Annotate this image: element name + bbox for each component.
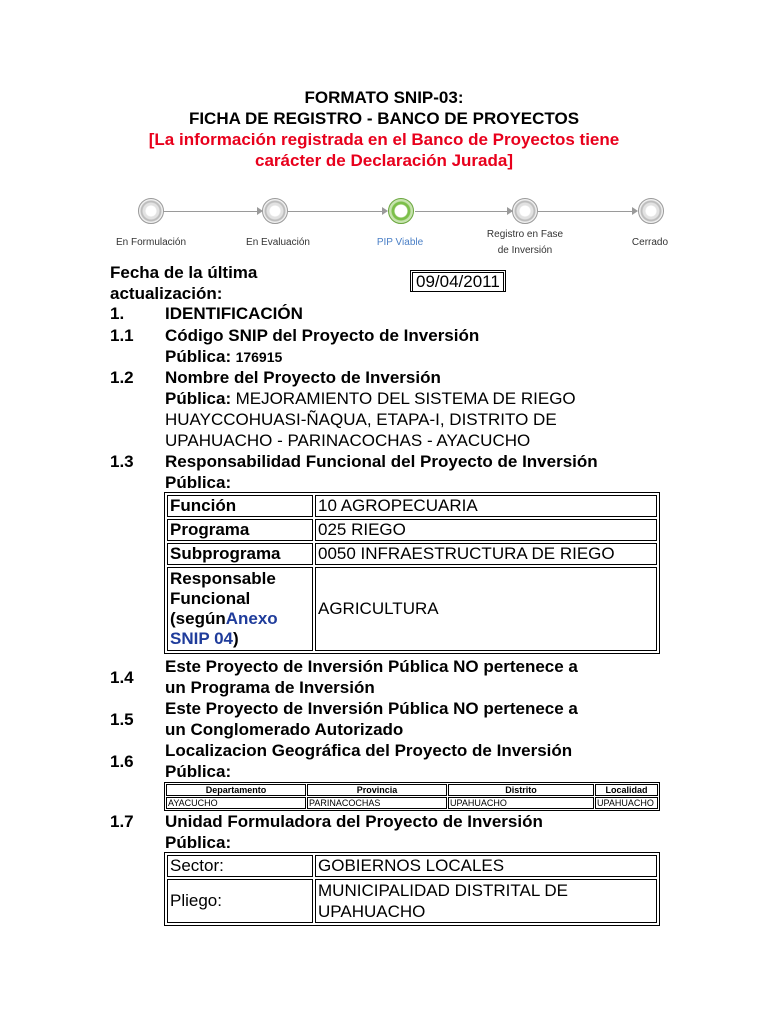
section-1-num: 1.	[110, 304, 125, 323]
anexo-link-1[interactable]: Anexo	[225, 609, 278, 628]
table-row	[167, 519, 657, 541]
subprograma-value: 0050 INFRAESTRUCTURA DE RIEGO	[315, 543, 657, 565]
table-row	[167, 855, 657, 877]
responsable-label-2: Funcional	[170, 589, 251, 608]
responsable-suffix: )	[233, 629, 239, 648]
section-1-2-line2	[165, 389, 576, 409]
section-1-1-num: 1.1	[110, 326, 134, 345]
table-row	[167, 495, 657, 517]
notice-line-1: [La información registrada en el Banco de Proyectos tiene	[148, 130, 620, 149]
stepper-connector	[163, 211, 261, 212]
stepper-connector	[415, 211, 513, 212]
section-1-1-line2	[165, 347, 282, 367]
pliego-value	[315, 879, 657, 923]
section-1-6-title-2: Pública:	[165, 762, 232, 781]
step-cerrado-icon	[638, 198, 664, 224]
section-1-2-num: 1.2	[110, 368, 134, 387]
step-registro-inversion-icon	[512, 198, 538, 224]
section-1-2-title-2: Pública:	[165, 389, 232, 408]
step-label-pip-viable: PIP Viable	[376, 237, 424, 248]
programa-value: 025 RIEGO	[315, 519, 657, 541]
table-row	[166, 797, 658, 809]
unidad-formuladora-table	[164, 852, 660, 926]
col-departamento: Departamento	[166, 784, 306, 796]
cell-departamento: AYACUCHO	[166, 797, 306, 809]
section-1-5-line1: Este Proyecto de Inversión Pública NO pertenece a	[165, 699, 578, 718]
sector-value: GOBIERNOS LOCALES	[315, 855, 657, 877]
pliego-label: Pliego:	[167, 879, 313, 923]
step-pip-viable-icon	[388, 198, 414, 224]
section-1-7-title-2: Pública:	[165, 833, 232, 852]
nombre-proyecto-3: UPAHUACHO - PARINACOCHAS - AYACUCHO	[165, 431, 531, 450]
step-label-en-formulacion: En Formulación	[115, 237, 187, 248]
form-title: FORMATO SNIP-03:	[304, 88, 464, 107]
notice-line-2: carácter de Declaración Jurada]	[255, 151, 513, 170]
responsable-funcional-label	[167, 567, 313, 651]
localizacion-table	[164, 782, 660, 811]
table-header-row	[166, 784, 658, 796]
responsable-label-1: Responsable	[170, 569, 276, 588]
table-row	[167, 879, 657, 923]
section-1-6-title: Localizacion Geográfica del Proyecto de Inversión	[165, 741, 573, 760]
section-1-4-num: 1.4	[110, 668, 134, 687]
responsable-funcional-value: AGRICULTURA	[315, 567, 657, 651]
fecha-label-1: Fecha de la última	[110, 263, 258, 282]
section-1-5-line2: un Conglomerado Autorizado	[165, 720, 404, 739]
section-1-3-num: 1.3	[110, 452, 134, 471]
section-1-3-title: Responsabilidad Funcional del Proyecto de Inversión	[165, 452, 598, 471]
col-distrito: Distrito	[448, 784, 594, 796]
section-1-4-line2: un Programa de Inversión	[165, 678, 375, 697]
form-subtitle: FICHA DE REGISTRO - BANCO DE PROYECTOS	[188, 109, 580, 128]
step-en-evaluacion-icon	[262, 198, 288, 224]
stepper-connector	[288, 211, 386, 212]
section-1-2-title: Nombre del Proyecto de Inversión	[165, 368, 441, 387]
responsabilidad-funcional-table	[164, 492, 660, 654]
step-en-formulacion-icon	[138, 198, 164, 224]
table-row	[167, 543, 657, 565]
funcion-value: 10 AGROPECUARIA	[315, 495, 657, 517]
section-1-5-num: 1.5	[110, 710, 134, 729]
subprograma-label: Subprograma	[167, 543, 313, 565]
step-label-en-evaluacion: En Evaluación	[246, 237, 310, 248]
cell-distrito: UPAHUACHO	[448, 797, 594, 809]
section-1-7-title: Unidad Formuladora del Proyecto de Inversión	[165, 812, 543, 831]
cell-provincia: PARINACOCHAS	[307, 797, 447, 809]
programa-label: Programa	[167, 519, 313, 541]
section-1-3-title-2: Pública:	[165, 473, 232, 492]
pliego-value-1: MUNICIPALIDAD DISTRITAL DE	[318, 881, 568, 900]
section-1-7-num: 1.7	[110, 812, 134, 831]
section-1-4-line1: Este Proyecto de Inversión Pública NO pertenece a	[165, 657, 578, 676]
nombre-proyecto-1: MEJORAMIENTO DEL SISTEMA DE RIEGO	[235, 389, 576, 408]
pliego-value-2: UPAHUACHO	[318, 902, 426, 921]
funcion-label: Función	[167, 495, 313, 517]
section-1-6-num: 1.6	[110, 752, 134, 771]
step-label-registro-2: de Inversión	[497, 245, 553, 256]
stepper-connector	[538, 211, 636, 212]
fecha-value: 09/04/2011	[412, 272, 504, 292]
responsable-label-3	[170, 609, 310, 629]
responsable-prefix: (según	[170, 609, 226, 628]
responsable-label-4	[170, 629, 310, 649]
step-label-registro-1: Registro en Fase	[486, 229, 564, 240]
anexo-link-2[interactable]: SNIP 04	[170, 629, 234, 648]
section-1-1-title-2: Pública:	[165, 347, 232, 366]
table-row	[167, 567, 657, 651]
section-1-title: IDENTIFICACIÓN	[165, 304, 303, 323]
step-label-cerrado: Cerrado	[631, 237, 669, 248]
sector-label: Sector:	[167, 855, 313, 877]
section-1-1-title: Código SNIP del Proyecto de Inversión	[165, 326, 480, 345]
fecha-label-2: actualización:	[110, 284, 223, 303]
col-provincia: Provincia	[307, 784, 447, 796]
fecha-box	[410, 270, 506, 292]
codigo-snip-value: 176915	[235, 349, 283, 365]
col-localidad: Localidad	[595, 784, 658, 796]
nombre-proyecto-2: HUAYCCOHUASI-ÑAQUA, ETAPA-I, DISTRITO DE	[165, 410, 557, 429]
cell-localidad: UPAHUACHO	[595, 797, 658, 809]
